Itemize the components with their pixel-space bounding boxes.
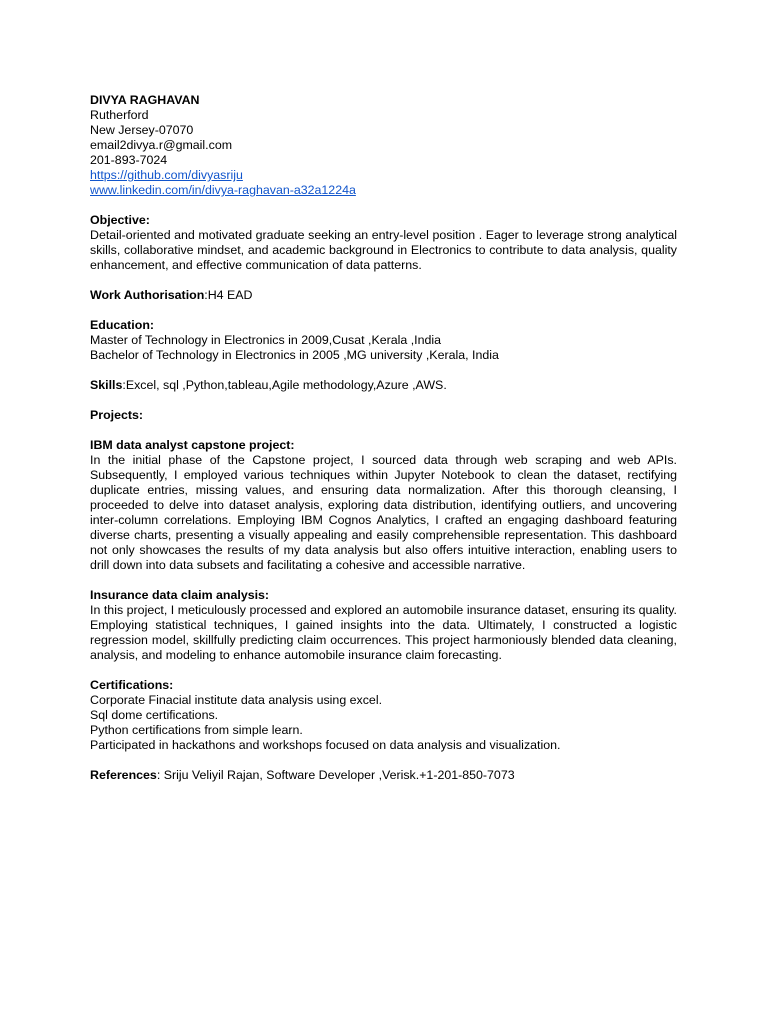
- work-authorisation-value: :H4 EAD: [204, 288, 253, 302]
- project-title: Insurance data claim analysis:: [90, 588, 270, 602]
- contact-email: email2divya.r@gmail.com: [90, 138, 233, 152]
- project-description: In the initial phase of the Capstone project, I sourced data through web scraping and web APIs. Subsequently, I employed various techniques within Jupyter Notebook to clean the dataset, rectifying duplicate entries, missing values, and ensuring data normalization. After this thorough cleansing, I proceeded to delve into dataset analysis, exploring data distribution, identifying outliers, and uncovering inter-column correlations. Employing IBM Cognos Analytics, I crafted an engaging dashboard featuring diverse charts, presenting a visually appealing and easily comprehensible representation. This dashboard not only showcases the results of my data analysis but also offers intuitive interaction, enabling users to drill down into data subsets and facilitating a cohesive and accessible narrative.: [90, 453, 677, 572]
- education-item: Master of Technology in Electronics in 2009,Cusat ,Kerala ,India: [90, 333, 442, 347]
- references-value: : Sriju Veliyil Rajan, Software Developer ,Verisk.+1-201-850-7073: [156, 768, 515, 782]
- objective-text: Detail-oriented and motivated graduate seeking an entry-level position . Eager to leverage strong analytical skills, collaborative mindset, and academic background in Electronics to contribute to data analysis, quality enhancement, and effective communication of data patterns.: [90, 228, 677, 272]
- skills-section: [90, 378, 677, 393]
- project-item: [90, 438, 677, 573]
- project-title: IBM data analyst capstone project:: [90, 438, 295, 452]
- skills-label: Skills: [90, 378, 123, 392]
- candidate-name: DIVYA RAGHAVAN: [90, 93, 200, 107]
- certification-item: Sql dome certifications.: [90, 708, 219, 722]
- work-authorisation-label: Work Authorisation: [90, 288, 205, 302]
- contact-block: [90, 93, 677, 198]
- certification-item: Participated in hackathons and workshops focused on data analysis and visualization.: [90, 738, 561, 752]
- skills-value: :Excel, sql ,Python,tableau,Agile methodology,Azure ,AWS.: [122, 378, 447, 392]
- references-label: References: [90, 768, 157, 782]
- github-link[interactable]: https://github.com/divyasriju: [90, 168, 243, 182]
- objective-section: [90, 213, 677, 273]
- references-section: [90, 768, 677, 783]
- linkedin-link[interactable]: www.linkedin.com/in/divya-raghavan-a32a1224a: [90, 183, 356, 197]
- contact-phone: 201-893-7024: [90, 153, 168, 167]
- contact-state-zip: New Jersey-07070: [90, 123, 194, 137]
- certifications-heading: Certifications:: [90, 678, 174, 692]
- objective-heading: Objective:: [90, 213, 150, 227]
- certification-item: Python certifications from simple learn.: [90, 723, 303, 737]
- education-heading: Education:: [90, 318, 155, 332]
- education-section: [90, 318, 677, 363]
- certifications-section: [90, 678, 677, 753]
- projects-heading: Projects:: [90, 408, 144, 422]
- contact-city: Rutherford: [90, 108, 149, 122]
- project-description: In this project, I meticulously processed and explored an automobile insurance dataset, ensuring its quality. Employing statistical techniques, I gained insights into the data. Ultimately, I constructed a logistic regression model, skillfully predicting claim occurrences. This project harmoniously blended data cleaning, analysis, and modeling to enhance automobile insurance claim forecasting.: [90, 603, 677, 662]
- resume-page: [90, 93, 677, 783]
- projects-section: [90, 408, 677, 663]
- certification-item: Corporate Finacial institute data analysis using excel.: [90, 693, 383, 707]
- education-item: Bachelor of Technology in Electronics in 2005 ,MG university ,Kerala, India: [90, 348, 499, 362]
- project-item: [90, 588, 677, 663]
- work-authorisation-section: [90, 288, 677, 303]
